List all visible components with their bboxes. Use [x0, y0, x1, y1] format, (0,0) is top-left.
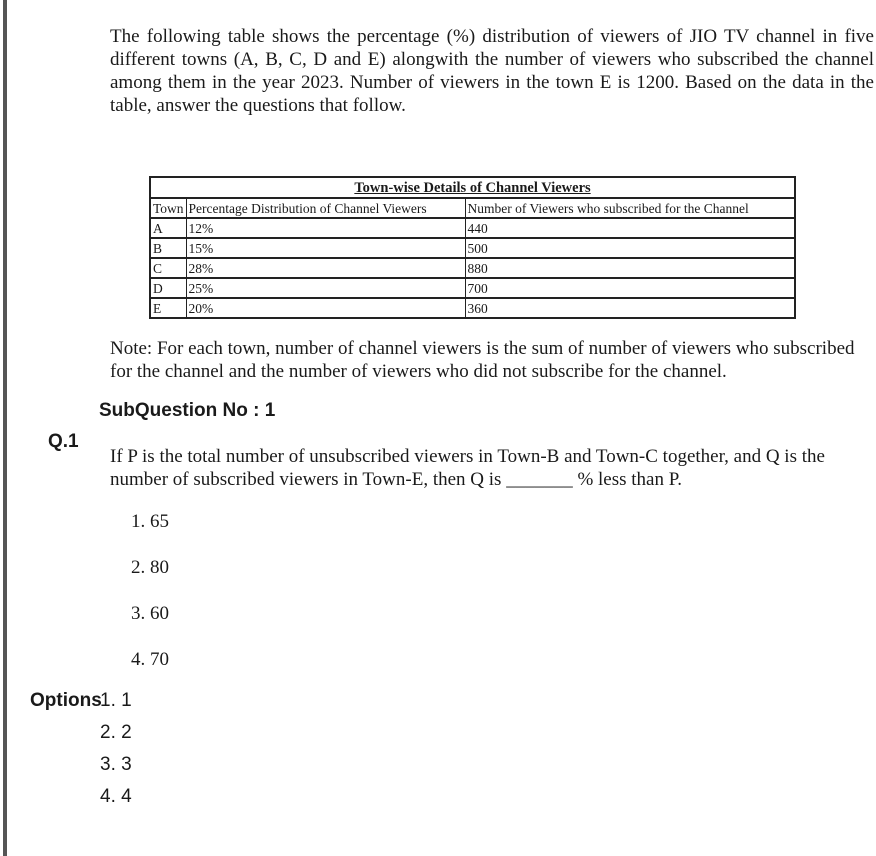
town-table-container: [149, 176, 794, 319]
header-percentage: Percentage Distribution of Channel Viewers: [186, 198, 465, 218]
cell-percentage: 15%: [186, 238, 465, 258]
left-border-rule: [3, 0, 7, 856]
question-text: If P is the total number of unsubscribed viewers in Town-B and Town-C together, and Q is the number of subscribed viewers in Town-E, then Q is _______ % less than P.: [110, 446, 825, 490]
passage-text: The following table shows the percentage (%) distribution of viewers of JIO TV channel in five different towns (A, B, C, D and E) alongwith the number of viewers who subscribed the channel among them in the year 2023. Number of viewers in the town E is 1200. Based on the data in the table, answer the questions that follow.: [110, 26, 874, 116]
cell-town: C: [150, 258, 186, 278]
subquestion-label: SubQuestion No : 1: [99, 400, 276, 421]
header-town: Town: [150, 198, 186, 218]
table-row: [150, 238, 795, 258]
answer-choice-3[interactable]: 3. 60: [131, 603, 169, 624]
answer-choice-2[interactable]: 2. 80: [131, 557, 169, 578]
cell-percentage: 25%: [186, 278, 465, 298]
option-4[interactable]: 4. 4: [100, 786, 132, 807]
table-caption: Town-wise Details of Channel Viewers: [149, 176, 796, 197]
option-1[interactable]: 1. 1: [100, 690, 132, 711]
cell-subscribed: 440: [465, 218, 795, 238]
cell-percentage: 12%: [186, 218, 465, 238]
table-row: [150, 218, 795, 238]
cell-subscribed: 360: [465, 298, 795, 318]
town-details-table: [149, 176, 796, 319]
cell-subscribed: 500: [465, 238, 795, 258]
table-row: [150, 278, 795, 298]
header-subscribed: Number of Viewers who subscribed for the Channel: [465, 198, 795, 218]
answer-choice-1[interactable]: 1. 65: [131, 511, 169, 532]
options-label: Options: [30, 690, 102, 711]
table-row: [150, 298, 795, 318]
cell-percentage: 20%: [186, 298, 465, 318]
option-2[interactable]: 2. 2: [100, 722, 132, 743]
cell-subscribed: 700: [465, 278, 795, 298]
option-3[interactable]: 3. 3: [100, 754, 132, 775]
cell-subscribed: 880: [465, 258, 795, 278]
cell-town: E: [150, 298, 186, 318]
cell-town: A: [150, 218, 186, 238]
answer-choice-4[interactable]: 4. 70: [131, 649, 169, 670]
table-header-row: [150, 198, 795, 218]
cell-town: B: [150, 238, 186, 258]
note-text: Note: For each town, number of channel viewers is the sum of number of viewers who subscribed for the channel and the number of viewers who did not subscribe for the channel.: [110, 338, 855, 382]
table-row: [150, 258, 795, 278]
question-number: Q.1: [48, 431, 79, 452]
cell-percentage: 28%: [186, 258, 465, 278]
cell-town: D: [150, 278, 186, 298]
